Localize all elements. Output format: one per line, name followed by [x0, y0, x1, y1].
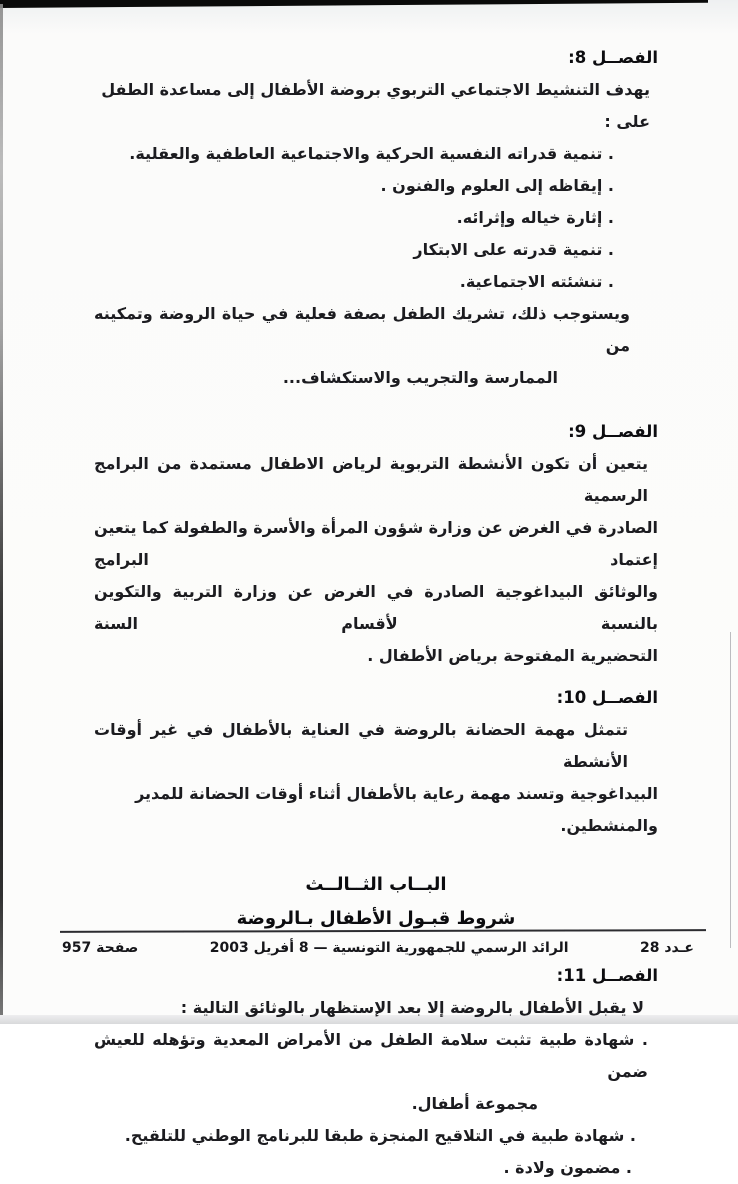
- article-9-line-3: والوثائق البيداغوجية الصادرة في الغرض عن وزارة التربية والتكوين بالنسبة لأقسام السنة: [94, 582, 658, 633]
- article-9-line-2: الصادرة في الغرض عن وزارة شؤون المرأة والأسرة والطفولة كما يتعين إعتماد البرامج: [94, 518, 658, 569]
- article-11-header: الفصــل 11:: [556, 966, 658, 985]
- article-11-document-2: . شهادة طبية في التلاقيح المنجزة طبقا للبرنامج الوطني للتلقيح.: [124, 1126, 636, 1145]
- article-11-document-3: . مضمون ولادة .: [503, 1158, 632, 1177]
- footer-page-number: صفحة 957: [62, 940, 139, 956]
- article-8-closing-line-1: ويستوجب ذلك، تشريك الطفل بصفة فعلية في حياة الروضة وتمكينه من: [94, 304, 630, 355]
- chapter-3-heading: [94, 868, 658, 936]
- article-9-line-1: يتعين أن تكون الأنشطة التربوية لرياض الاطفال مستمدة من البرامج الرسمية: [94, 454, 648, 505]
- page-footer: [62, 936, 694, 960]
- article-11-document-1-line-2: مجموعة أطفال.: [411, 1094, 538, 1113]
- chapter-3-subtitle: شروط قبـول الأطفال بـالروضة: [236, 908, 516, 929]
- article-8-bullet-3: . إثارة خياله وإثرائه.: [456, 208, 614, 227]
- scan-right-fold-line: [730, 632, 731, 948]
- article-10-header: الفصــل 10:: [556, 688, 658, 707]
- article-8-bullet-1: . تنمية قدراته النفسية الحركية والاجتماعية العاطفية والعقلية.: [129, 144, 614, 163]
- article-8-header: الفصــل 8:: [568, 48, 658, 67]
- article-10-line-1: تتمثل مهمة الحضانة بالروضة في العناية بالأطفال في غير أوقات الأنشطة: [94, 720, 628, 771]
- article-10-line-2: البيداغوجية وتسند مهمة رعاية بالأطفال أثناء أوقات الحضانة للمدير والمنشطين.: [135, 784, 658, 835]
- article-8-bullet-5: . تنشئته الاجتماعية.: [459, 272, 614, 291]
- scan-left-edge-artifact: [0, 4, 3, 1018]
- footer-issue-number: عـدد 28: [640, 940, 694, 956]
- article-8-bullet-4: . تنمية قدرته على الابتكار: [413, 240, 614, 259]
- article-11-intro: لا يقبل الأطفال بالروضة إلا بعد الإستظهار بالوثائق التالية :: [180, 998, 644, 1017]
- document-body: [94, 42, 658, 1184]
- chapter-3-title: البــاب الثــالــث: [305, 874, 447, 895]
- article-11-document-1-line-1: . شهادة طبية تثبت سلامة الطفل من الأمراض المعدية وتؤهله للعيش ضمن: [94, 1030, 648, 1081]
- article-9-header: الفصــل 9:: [568, 422, 658, 441]
- footer-gazette-title: الرائد الرسمي للجمهورية التونسية — 8 أفريل 2003: [209, 940, 569, 956]
- article-9-line-4: التحضيرية المفتوحة برياض الأطفال .: [367, 646, 658, 665]
- article-8-closing-line-2: الممارسة والتجريب والاستكشاف...: [282, 368, 558, 387]
- article-8-bullet-2: . إيقاظه إلى العلوم والفنون .: [380, 176, 614, 195]
- scan-top-edge-artifact: [0, 0, 708, 8]
- article-8-intro: يهدف التنشيط الاجتماعي التربوي بروضة الأطفال إلى مساعدة الطفل على :: [101, 80, 650, 131]
